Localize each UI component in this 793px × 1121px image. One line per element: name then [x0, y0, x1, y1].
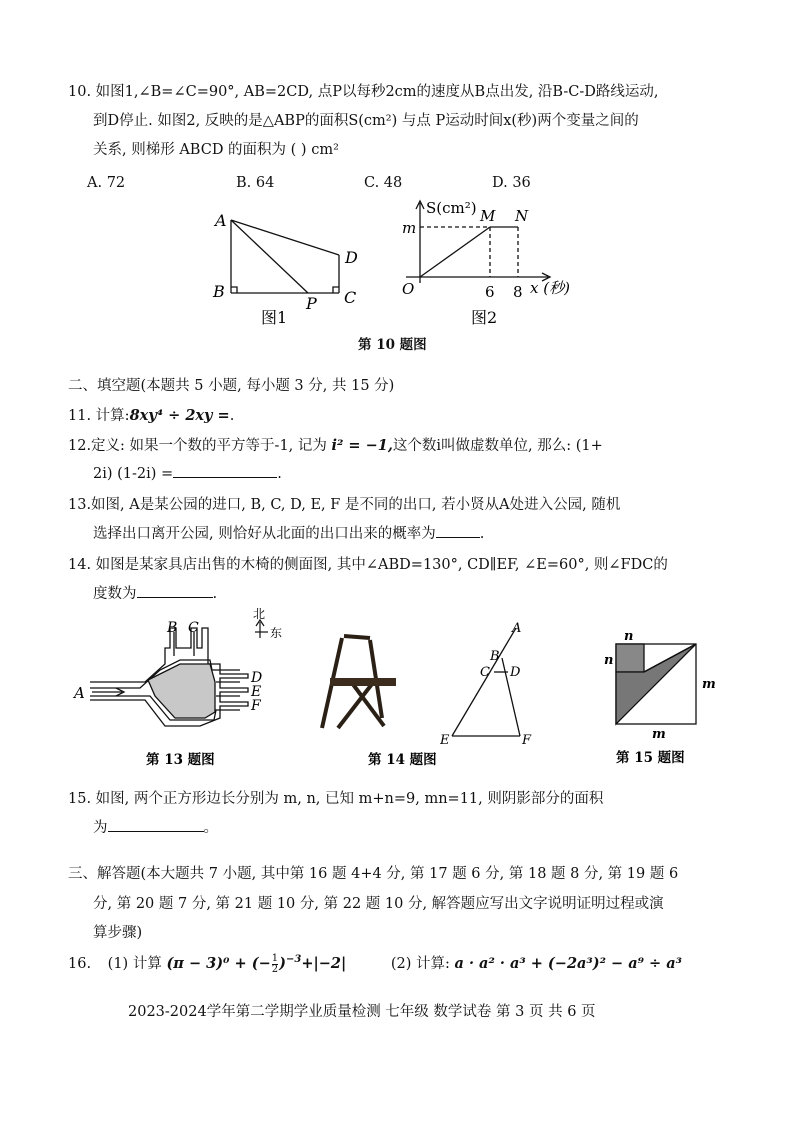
label-M: M — [480, 207, 496, 225]
label-d: D — [345, 248, 358, 267]
q13-figure — [70, 608, 310, 768]
q12-text-c: 这个数i叫做虚数单位, 那么: (1+ — [392, 438, 603, 454]
q16-fraction-den: 2 — [271, 963, 279, 975]
q10-figure-caption: 第 10 题图 — [358, 337, 427, 353]
q13-caption: 第 13 题图 — [146, 752, 215, 768]
label-e: E — [440, 733, 450, 748]
label-c: C — [344, 288, 357, 307]
label-f: F — [522, 733, 532, 748]
q16-fraction — [272, 954, 278, 975]
q10-option-d: D. 36 — [492, 175, 531, 191]
q14-chair-photo — [312, 628, 442, 768]
label-e: E — [251, 684, 262, 700]
q13-end: . — [479, 526, 485, 542]
q16-part1-expr-b: ) — [279, 955, 286, 972]
q11-expression: 8xy⁴ ÷ 2xy = — [129, 407, 230, 424]
q10-line3: 关系, 则梯形 ABCD 的面积为 ( ) cm² — [93, 142, 339, 158]
q13-line2 — [93, 522, 484, 543]
q15-number: 15. — [68, 791, 92, 807]
section-3-line2: 分, 第 20 题 7 分, 第 21 题 10 分, 第 22 题 10 分, 解答题应写出文字说明证明过程或演 — [93, 896, 664, 912]
q10-text-1: 如图1,∠B=∠C=90°, AB=2CD, 点P以每秒2cm的速度从B点出发, 沿B-C-D路线运动, — [95, 84, 659, 100]
label-n-left: n — [604, 653, 614, 668]
q13-line1: 13.如图, A是某公园的进口, B, C, D, E, F 是不同的出口, 若小贤从A处进入公园, 随机 — [68, 497, 621, 513]
q15-line1 — [68, 787, 603, 808]
tick-8: 8 — [513, 283, 523, 301]
q13-text: 选择出口离开公园, 则恰好从北面的出口出来的概率为 — [93, 526, 436, 542]
section-2-heading: 二、填空题(本题共 5 小题, 每小题 3 分, 共 15 分) — [68, 378, 395, 394]
q14-text: 如图是某家具店出售的木椅的侧面图, 其中∠ABD=130°, CD∥EF, ∠E=60°, 则∠FDC的 — [95, 557, 668, 573]
label-o: O — [402, 280, 415, 298]
q16-part2-label: (2) 计算: — [390, 956, 450, 972]
q14-line2 — [93, 582, 217, 603]
label-a: A — [512, 621, 522, 636]
square-n — [616, 644, 644, 672]
q14-answer-blank[interactable] — [137, 583, 213, 598]
q16 — [68, 952, 682, 975]
q11-text: 计算: — [95, 408, 130, 424]
q12-answer-blank[interactable] — [173, 463, 277, 478]
q13-answer-blank[interactable] — [436, 523, 480, 538]
label-d: D — [251, 670, 263, 686]
q15-figure — [596, 630, 736, 770]
q15-line2 — [93, 816, 218, 837]
y-axis-label: S(cm²) — [426, 199, 477, 217]
page-footer: 2023-2024学年第二学期学业质量检测 七年级 数学试卷 第 3 页 共 6 页 — [128, 1004, 596, 1020]
q14-number: 14. — [68, 557, 92, 573]
label-c: C — [188, 620, 199, 636]
q16-part1-expr-c: +|−2| — [301, 955, 347, 972]
q16-number: 16. — [68, 956, 92, 972]
q12-text-a: 12.定义: 如果一个数的平方等于-1, 记为 — [68, 438, 327, 454]
q15-text-2: 为 — [93, 820, 108, 836]
fig1-caption: 图1 — [261, 308, 288, 327]
right-angle-b — [231, 287, 237, 293]
q12-expression: 2i) (1-2i) = — [93, 466, 174, 482]
label-N: N — [515, 207, 529, 225]
line-ae — [452, 628, 516, 736]
q14-line1 — [68, 553, 668, 574]
q15-answer-blank[interactable] — [108, 817, 204, 832]
q16-part2-expr: a · a² · a³ + (−2a³)² − a⁹ ÷ a³ — [454, 955, 682, 972]
compass-icon — [255, 620, 268, 638]
label-b: B — [167, 620, 178, 636]
graph-rise — [420, 227, 490, 277]
q12-line2 — [93, 463, 282, 482]
label-b: B — [213, 282, 225, 301]
q10-number: 10. — [68, 84, 92, 100]
q14-end: . — [212, 586, 218, 602]
label-d: D — [510, 665, 521, 680]
compass-east: 东 — [270, 626, 283, 640]
q12-definition: i² = −1, — [331, 437, 393, 454]
label-m: m — [402, 219, 417, 237]
x-axis-label: x (秒) — [530, 279, 570, 297]
q16-part1-label: (1) 计算 — [107, 956, 162, 972]
compass-north: 北 — [253, 608, 266, 621]
label-f: F — [251, 698, 261, 714]
q15-caption: 第 15 题图 — [616, 750, 685, 766]
label-b: B — [490, 649, 500, 664]
q10-line1 — [68, 80, 658, 101]
segment-ap — [231, 220, 308, 293]
label-a: A — [215, 211, 227, 230]
chair-seat — [330, 678, 396, 686]
label-m-bottom: m — [652, 727, 666, 742]
label-n-top: n — [624, 630, 634, 644]
q10-line2: 到D停止. 如图2, 反映的是△ABP的面积S(cm²) 与点 P运动时间x(秒)两个变量之间的 — [93, 113, 639, 129]
label-m-right: m — [702, 677, 716, 692]
q10-option-a: A. 72 — [87, 175, 126, 191]
q15-text: 如图, 两个正方形边长分别为 m, n, 已知 m+n=9, mn=11, 则阴影部分的面积 — [95, 791, 604, 807]
section-3-line1: 三、解答题(本大题共 7 小题, 其中第 16 题 4+4 分, 第 17 题 6 分, 第 18 题 8 分, 第 19 题 6 — [68, 866, 679, 882]
q16-part1-expr-a: (π − 3)⁰ + (− — [166, 955, 271, 972]
tick-6: 6 — [485, 283, 495, 301]
q12-line1 — [68, 434, 603, 455]
q11 — [68, 404, 234, 425]
label-c: C — [480, 665, 490, 680]
label-p: P — [306, 294, 317, 313]
q14-caption: 第 14 题图 — [368, 752, 437, 768]
q14-text-2: 度数为 — [93, 586, 137, 602]
q11-end: . — [229, 408, 235, 424]
segment-ad — [231, 220, 339, 255]
q10-option-b: B. 64 — [236, 175, 275, 191]
q15-end: 。 — [203, 820, 218, 836]
q10-figure-2 — [370, 193, 600, 330]
q14-figure — [440, 618, 540, 748]
q12-end: . — [277, 466, 282, 482]
q11-number: 11. — [68, 408, 92, 424]
q16-exponent: −3 — [285, 954, 302, 966]
section-3-line3: 算步骤) — [93, 925, 143, 941]
q16-fraction-num: 1 — [271, 952, 279, 964]
label-a: A — [74, 684, 85, 702]
right-angle-c — [333, 287, 339, 293]
q10-figure-1 — [205, 205, 375, 330]
fig2-caption: 图2 — [471, 308, 498, 327]
q10-option-c: C. 48 — [364, 175, 403, 191]
